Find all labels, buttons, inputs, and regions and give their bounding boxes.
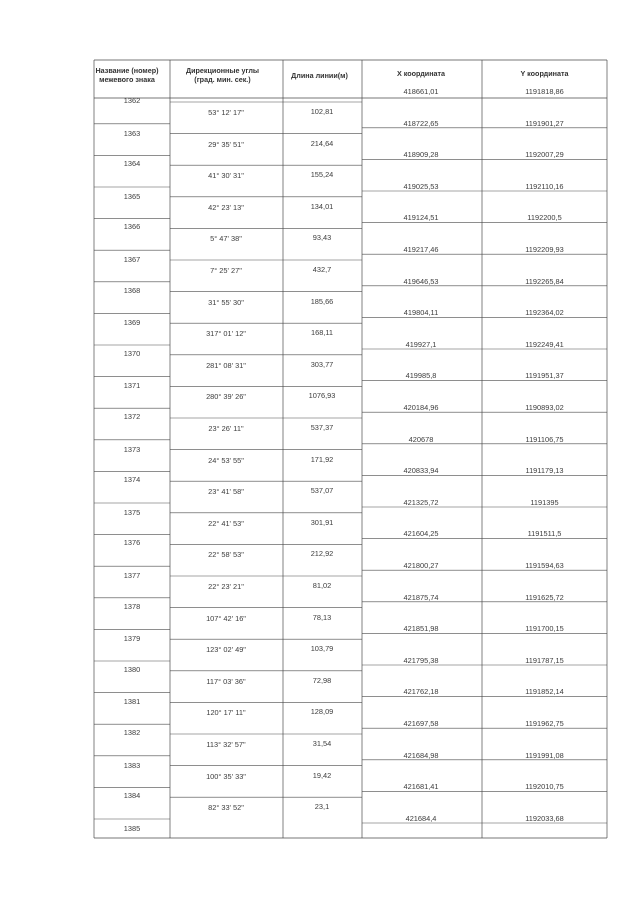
segment-angle: 82° 33' 52" bbox=[208, 803, 244, 813]
point-x: 419927,1 bbox=[405, 339, 437, 349]
segment-angle: 24° 53' 55" bbox=[208, 455, 244, 465]
segment-angle: 117° 03' 36" bbox=[206, 676, 246, 686]
point-y: 1191395 bbox=[530, 497, 559, 507]
segment-angle: 42° 23' 13" bbox=[208, 202, 244, 212]
point-name: 1364 bbox=[123, 159, 141, 169]
segment-length: 78,13 bbox=[312, 612, 332, 622]
point-y: 1190893,02 bbox=[525, 403, 564, 412]
point-x: 421697,58 bbox=[403, 719, 439, 728]
point-x: 421795,38 bbox=[403, 655, 439, 665]
header-y: Y координата bbox=[520, 69, 569, 78]
segment-angle: 23° 26' 11" bbox=[208, 424, 244, 433]
point-x: 421800,27 bbox=[403, 561, 439, 570]
header-name-line1: Название (номер) bbox=[95, 66, 159, 75]
segment-length: 168,11 bbox=[310, 328, 334, 338]
point-y: 1191625,72 bbox=[525, 592, 564, 602]
point-name: 1365 bbox=[123, 191, 141, 201]
segment-length: 537,07 bbox=[310, 486, 334, 496]
segment-angle: 5° 47' 38" bbox=[210, 234, 242, 244]
header-angle bbox=[170, 66, 275, 84]
segment-length: 103,79 bbox=[310, 644, 334, 654]
point-y: 1192209,93 bbox=[525, 245, 564, 254]
segment-length: 537,37 bbox=[310, 423, 334, 432]
point-x: 418661,01 bbox=[403, 87, 439, 96]
segment-length: 128,09 bbox=[310, 707, 334, 717]
point-name: 1380 bbox=[123, 664, 141, 674]
segment-length: 102,81 bbox=[310, 107, 334, 116]
header-angle-line2: (град. мин. сек.) bbox=[194, 75, 251, 84]
point-x: 419804,11 bbox=[403, 308, 439, 318]
header-name-line2: межевого знака bbox=[99, 75, 155, 84]
segment-length: 72,98 bbox=[312, 675, 332, 685]
segment-angle: 23° 41' 58" bbox=[208, 487, 244, 497]
segment-angle: 123° 02' 49" bbox=[206, 645, 246, 655]
point-name: 1384 bbox=[123, 791, 141, 801]
point-x: 418909,28 bbox=[403, 150, 439, 160]
point-x: 421875,74 bbox=[403, 592, 439, 602]
segment-angle: 107° 42' 16" bbox=[206, 613, 246, 623]
point-x: 420184,96 bbox=[403, 403, 439, 412]
point-x: 419124,51 bbox=[403, 213, 439, 223]
point-y: 1191901,27 bbox=[525, 118, 564, 128]
segment-length: 19,42 bbox=[312, 770, 332, 780]
point-y: 1191951,37 bbox=[525, 371, 564, 381]
segment-length: 171,92 bbox=[310, 454, 334, 464]
point-y: 1192364,02 bbox=[525, 308, 564, 318]
point-y: 1192265,84 bbox=[525, 276, 564, 286]
point-name: 1373 bbox=[123, 444, 141, 454]
segment-angle: 22° 41' 53" bbox=[208, 518, 244, 528]
point-x: 421604,25 bbox=[403, 529, 439, 539]
header-name bbox=[85, 66, 169, 84]
point-y: 1191787,15 bbox=[525, 655, 564, 665]
point-y: 1191818,86 bbox=[525, 87, 564, 96]
segment-length: 214,64 bbox=[310, 138, 334, 148]
point-x: 421851,98 bbox=[403, 624, 439, 634]
segment-angle: 120° 17' 11" bbox=[206, 708, 246, 718]
segment-angle: 53° 12' 17" bbox=[208, 108, 244, 117]
segment-angle: 22° 58' 53" bbox=[208, 550, 244, 560]
segment-length: 23,1 bbox=[314, 802, 330, 812]
point-y: 1191511,5 bbox=[527, 529, 562, 539]
point-y: 1192110,16 bbox=[525, 181, 564, 191]
segment-length: 303,77 bbox=[310, 359, 334, 369]
point-x: 420678 bbox=[408, 434, 434, 444]
header-x: X координата bbox=[396, 69, 446, 78]
segment-length: 301,91 bbox=[310, 517, 334, 527]
point-name: 1370 bbox=[123, 348, 141, 358]
segment-length: 1076,93 bbox=[308, 391, 336, 401]
point-y: 1191962,75 bbox=[525, 719, 564, 728]
point-name: 1382 bbox=[123, 728, 141, 737]
point-x: 421684,4 bbox=[405, 813, 437, 823]
point-name: 1376 bbox=[123, 538, 141, 548]
point-name: 1374 bbox=[123, 475, 141, 485]
point-name: 1375 bbox=[123, 507, 141, 517]
point-y: 1191179,13 bbox=[525, 466, 564, 476]
point-name: 1363 bbox=[123, 128, 141, 138]
point-x: 421325,72 bbox=[403, 497, 439, 507]
point-y: 1191852,14 bbox=[525, 687, 564, 697]
segment-length: 93,43 bbox=[312, 233, 332, 243]
segment-length: 432,7 bbox=[312, 265, 332, 274]
segment-angle: 281° 08' 31" bbox=[206, 360, 246, 370]
point-x: 419985,8 bbox=[405, 371, 437, 381]
point-y: 1192200,5 bbox=[527, 213, 562, 223]
segment-angle: 100° 35' 33" bbox=[206, 771, 246, 781]
point-name: 1369 bbox=[123, 318, 141, 328]
point-name: 1368 bbox=[123, 285, 141, 295]
point-name: 1362 bbox=[123, 96, 141, 105]
segment-angle: 7° 25' 27" bbox=[210, 266, 242, 275]
point-name: 1366 bbox=[123, 222, 141, 232]
header-angle-line1: Дирекционные углы bbox=[185, 66, 260, 75]
point-y: 1191700,15 bbox=[525, 624, 564, 634]
point-name: 1372 bbox=[123, 412, 141, 421]
point-y: 1191106,75 bbox=[525, 434, 564, 444]
point-name: 1379 bbox=[123, 634, 141, 644]
point-y: 1191991,08 bbox=[525, 750, 564, 760]
segment-length: 185,66 bbox=[310, 296, 334, 306]
segment-angle: 280° 39' 26" bbox=[206, 392, 246, 402]
point-x: 419646,53 bbox=[403, 276, 439, 286]
point-name: 1367 bbox=[123, 255, 141, 264]
point-x: 420833,94 bbox=[403, 466, 439, 476]
point-x: 418722,65 bbox=[403, 118, 439, 128]
segment-length: 155,24 bbox=[310, 170, 334, 180]
point-y: 1192007,29 bbox=[525, 150, 564, 160]
segment-angle: 22° 23' 21" bbox=[208, 582, 244, 591]
point-name: 1378 bbox=[123, 601, 141, 611]
point-x: 421681,41 bbox=[403, 782, 439, 792]
point-x: 421684,98 bbox=[403, 750, 439, 760]
segment-length: 31,54 bbox=[312, 739, 332, 748]
segment-angle: 317° 01' 12" bbox=[206, 329, 246, 339]
point-name: 1381 bbox=[123, 697, 141, 707]
segment-length: 81,02 bbox=[312, 581, 332, 590]
segment-length: 134,01 bbox=[310, 201, 334, 211]
point-y: 1191594,63 bbox=[525, 561, 564, 570]
point-name: 1383 bbox=[123, 760, 141, 770]
point-name: 1385 bbox=[123, 823, 141, 833]
segment-angle: 31° 55' 30" bbox=[208, 297, 244, 307]
point-x: 421762,18 bbox=[403, 687, 439, 697]
point-x: 419025,53 bbox=[403, 181, 439, 191]
header-length: Длина линии(м) bbox=[291, 71, 348, 80]
segment-angle: 29° 35' 51" bbox=[208, 139, 244, 149]
point-name: 1371 bbox=[123, 381, 141, 391]
point-y: 1192033,68 bbox=[525, 813, 564, 823]
point-name: 1377 bbox=[123, 571, 141, 580]
segment-length: 212,92 bbox=[310, 549, 334, 559]
point-y: 1192249,41 bbox=[525, 339, 564, 349]
point-y: 1192010,75 bbox=[525, 782, 564, 792]
segment-angle: 41° 30' 31" bbox=[208, 171, 244, 181]
point-x: 419217,46 bbox=[403, 245, 439, 254]
segment-angle: 113° 32' 57" bbox=[206, 740, 246, 749]
